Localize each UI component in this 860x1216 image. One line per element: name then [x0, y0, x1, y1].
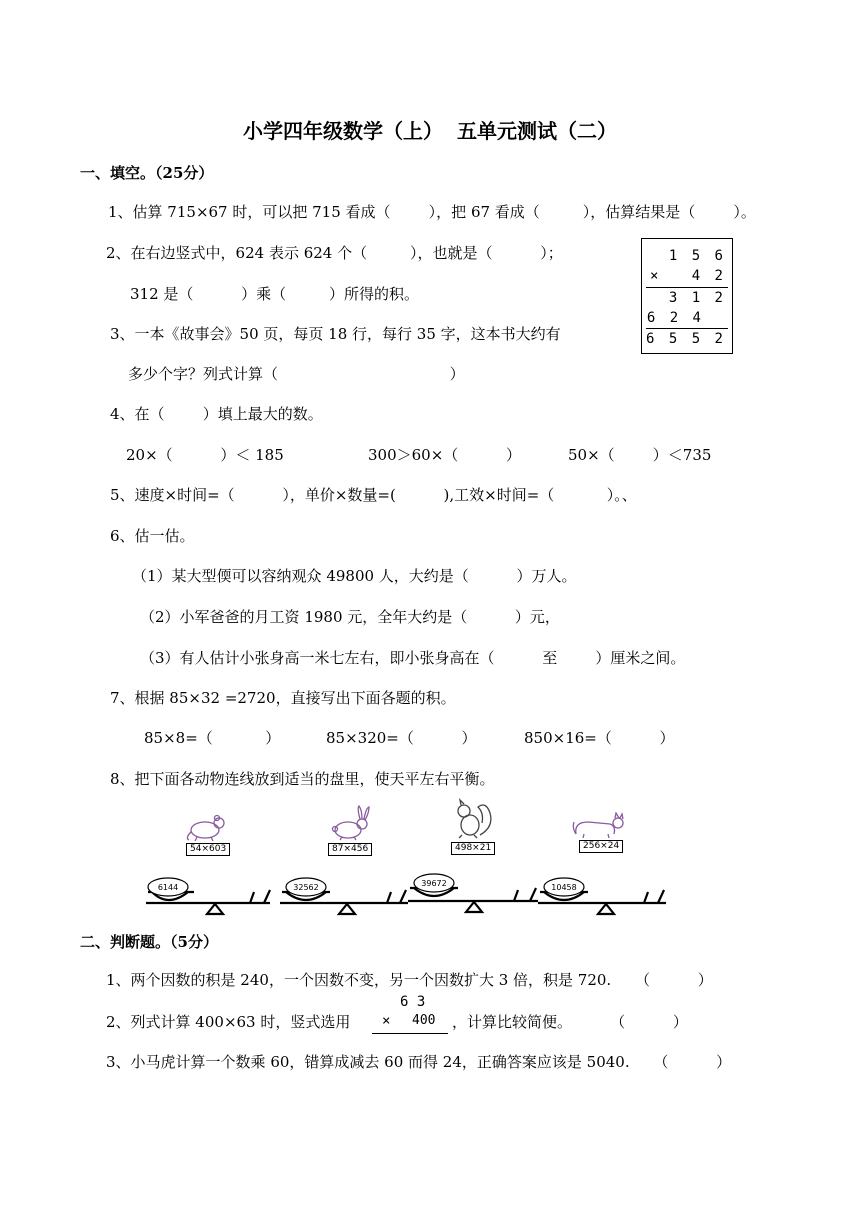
question-2-1: 1、两个因数的积是 240，一个因数不变，另一个因数扩大 3 倍，积是 720. （ ） — [106, 971, 713, 989]
plate-value-2: 32562 — [293, 883, 319, 892]
mini-calc-line — [372, 1033, 448, 1034]
question-1-4-c: 50×（ ）＜735 — [568, 446, 712, 464]
question-1-2-line2: 312 是（ ）乘（ ）所得的积。 — [130, 285, 419, 303]
animal-label-3: 498×21 — [451, 842, 495, 855]
question-2-3: 3、小马虎计算一个数乘 60，错算成减去 60 而得 24，正确答案应该是 5040. （ ） — [106, 1053, 732, 1071]
balance-scales — [140, 868, 700, 918]
rabbit-icon — [326, 804, 374, 842]
animal-label-4: 256×24 — [579, 840, 623, 853]
vertical-multiplication — [641, 238, 733, 354]
mouse-icon — [183, 810, 233, 844]
plate-value-1: 6144 — [157, 883, 179, 892]
question-1-4: 4、在（ ）填上最大的数。 — [110, 405, 323, 423]
question-1-4-a: 20×（ ）＜ 185 — [126, 446, 284, 464]
calc-row-5: 6 5 5 2 — [645, 331, 726, 347]
calc-row-2: 4 2 — [691, 268, 726, 284]
question-1-3-line2: 多少个字？列式计算（ ） — [128, 365, 465, 383]
question-1-6-3: （3）有人估计小张身高一米七左右，即小张身高在（ 至 ）厘米之间。 — [140, 649, 686, 667]
question-1-5: 5、速度×时间=（ ），单价×数量=( ),工效×时间=（ ）。、 — [110, 486, 637, 504]
cat-icon — [572, 812, 628, 840]
question-1-6-2: （2）小军爸爸的月工资 1980 元，全年大约是（ ）元， — [140, 608, 560, 626]
plate-value-4: 10458 — [551, 883, 577, 892]
calc-multiply-sign: × — [650, 268, 659, 284]
question-2-2-post: ，计算比较简便。 （ ） — [452, 1013, 688, 1031]
animal-label-1: 54×603 — [186, 843, 230, 856]
question-2-2-pre: 2、列式计算 400×63 时，竖式选用 — [106, 1013, 351, 1031]
question-1-7-c: 850×16=（ ） — [524, 729, 675, 747]
mini-calc-top: 6 3 — [400, 994, 426, 1010]
calc-row-1: 1 5 6 — [668, 248, 726, 264]
mini-calc-bottom: 400 — [412, 1013, 436, 1028]
squirrel-icon — [450, 797, 496, 839]
question-1-1: 1、估算 715×67 时，可以把 715 看成（ ），把 67 看成（ ），估算结果是（ ）。 — [108, 203, 756, 221]
calc-row-4: 6 2 4 — [646, 310, 704, 326]
question-1-6-1: （1）某大型偄可以容纳观众 49800 人，大约是（ ）万人。 — [132, 567, 577, 585]
question-1-8: 8、把下面各动物连线放到适当的盘里，使天平左右平衡。 — [110, 770, 495, 788]
question-1-7-b: 85×320=（ ） — [326, 729, 477, 747]
calc-line-2 — [646, 328, 728, 329]
mini-calc-sign: × — [382, 1013, 391, 1029]
question-1-3-line1: 3、一本《故事会》50 页，每页 18 行，每行 35 字，这本书大约有 — [110, 325, 561, 343]
page-title: 小学四年级数学（上） 五单元测试（二） — [243, 119, 617, 143]
question-1-2-line1: 2、在右边竖式中，624 表示 624 个（ ），也就是（ ）； — [106, 244, 563, 262]
section-1-heading: 一、填空。（25分） — [80, 164, 214, 182]
question-1-7: 7、根据 85×32 =2720，直接写出下面各题的积。 — [110, 689, 456, 707]
question-1-4-b: 300＞60×（ ） — [368, 446, 521, 464]
section-2-heading: 二、判断题。（5分） — [80, 933, 218, 951]
animal-label-2: 87×456 — [328, 843, 372, 856]
plate-value-3: 39672 — [421, 879, 447, 888]
calc-line-1 — [646, 287, 728, 288]
question-1-6: 6、估一估。 — [110, 527, 195, 545]
question-1-7-a: 85×8=（ ） — [144, 729, 281, 747]
calc-row-3: 3 1 2 — [668, 290, 726, 306]
